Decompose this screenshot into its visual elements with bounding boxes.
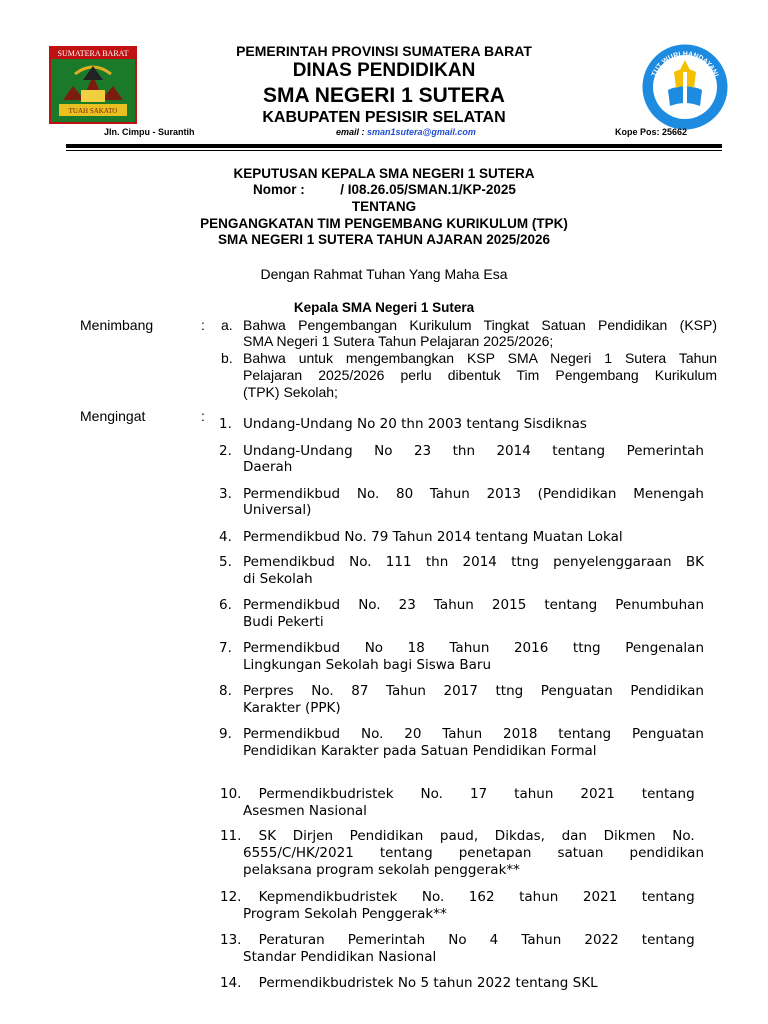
letterhead-line-2: DINAS PENDIDIKAN <box>292 60 476 81</box>
mengingat-item-8-num: 8. <box>219 683 232 699</box>
mengingat-item-8-line-1: Perpres No. 87 Tahun 2017 ttng Penguatan Pendidikan <box>243 683 704 699</box>
letterhead-rule-thin <box>66 150 722 151</box>
mengingat-colon: : <box>201 408 205 424</box>
menimbang-label: Menimbang <box>80 317 154 333</box>
menimbang-b-line-1: Bahwa untuk mengembangkan KSP SMA Negeri 1 Sutera Tahun <box>243 350 717 366</box>
mengingat-item-7-line-2: Lingkungan Sekolah bagi Siswa Baru <box>243 657 491 673</box>
mengingat-item-3-line-1: Permendikbud No. 80 Tahun 2013 (Pendidikan Menengah <box>243 486 704 502</box>
mengingat-item-13-line-1 <box>220 932 704 949</box>
mengingat-item-12-line-2: Program Sekolah Penggerak** <box>243 906 447 922</box>
mengingat-item-2-line-2: Daerah <box>243 459 293 475</box>
mengingat-item-12-text: Kepmendikbudristek No. 162 tahun 2021 tentang <box>258 889 695 905</box>
menimbang-a-line-2: SMA Negeri 1 Sutera Tahun Pelajaran 2025/2026; <box>243 333 554 349</box>
letterhead-school-name: SMA NEGERI 1 SUTERA <box>263 84 505 107</box>
menimbang-b-mark: b. <box>221 350 233 366</box>
mengingat-item-10-num: 10. <box>220 786 242 802</box>
mengingat-item-5-line-1: Pemendikbud No. 111 thn 2014 ttng penyelenggaraan BK <box>243 554 704 570</box>
mengingat-label: Mengingat <box>80 408 146 424</box>
mengingat-item-11-num: 11. <box>220 828 242 844</box>
mengingat-item-11-line-1 <box>220 828 704 845</box>
decree-subject-year: SMA NEGERI 1 SUTERA TAHUN AJARAN 2025/2026 <box>217 232 551 247</box>
school-email <box>336 127 476 137</box>
greeting: Dengan Rahmat Tuhan Yang Maha Esa <box>260 266 508 282</box>
menimbang-colon: : <box>201 317 205 333</box>
mengingat-item-3-num: 3. <box>219 486 232 502</box>
mengingat-item-12-num: 12. <box>220 889 242 905</box>
logo-left-bottom-text: TUAH SAKATO <box>68 107 118 115</box>
menimbang-a-line-1: Bahwa Pengembangan Kurikulum Tingkat Satuan Pendidikan (KSP) <box>243 317 717 333</box>
logo-right-text: TUT WURI HANDAYANI <box>650 50 720 78</box>
menimbang-b-line-2: Pelajaran 2025/2026 perlu dibentuk Tim Pengembang Kurikulum <box>243 367 717 383</box>
mengingat-item-9-line-2: Pendidikan Karakter pada Satuan Pendidikan Formal <box>243 743 597 759</box>
mengingat-item-13-text: Peraturan Pemerintah No 4 Tahun 2022 tentang <box>258 932 695 948</box>
mengingat-item-3-line-2: Universal) <box>243 502 312 518</box>
letterhead-line-1: PEMERINTAH PROVINSI SUMATERA BARAT <box>236 43 532 59</box>
mengingat-item-6-num: 6. <box>219 597 232 613</box>
mengingat-item-7-num: 7. <box>219 640 232 656</box>
mengingat-item-14-line-1 <box>220 975 704 992</box>
mengingat-item-2-num: 2. <box>219 443 232 459</box>
menimbang-a-mark: a. <box>221 317 233 333</box>
mengingat-item-2-line-1: Undang-Undang No 23 thn 2014 tentang Pemerintah <box>243 443 704 459</box>
mengingat-item-9-num: 9. <box>219 726 232 742</box>
mengingat-item-6-line-2: Budi Pekerti <box>243 614 324 630</box>
email-link[interactable]: sman1sutera@gmail.com <box>367 127 476 137</box>
mengingat-item-7-line-1: Permendikbud No 18 Tahun 2016 ttng Pengenalan <box>243 640 704 656</box>
nomor-label: Nomor : <box>253 182 305 197</box>
kepala-heading: Kepala SMA Negeri 1 Sutera <box>293 300 475 315</box>
mengingat-item-4-num: 4. <box>219 529 232 545</box>
mengingat-item-10-line-1 <box>220 786 704 803</box>
email-label: email : <box>336 127 368 137</box>
menimbang-b-line-3: (TPK) Sekolah; <box>243 384 338 400</box>
mengingat-item-11-line-2: 6555/C/HK/2021 tentang penetapan satuan pendidikan <box>243 845 704 861</box>
nomor-value: / I08.26.05/SMAN.1/KP-2025 <box>340 182 516 197</box>
mengingat-item-13-line-2: Standar Pendidikan Nasional <box>243 949 437 965</box>
postcode: Kope Pos: 25662 <box>615 127 688 137</box>
school-address: Jln. Cimpu - Surantih <box>104 127 195 137</box>
mengingat-item-5-num: 5. <box>219 554 232 570</box>
mengingat-item-5-line-2: di Sekolah <box>243 571 313 587</box>
decree-tentang: TENTANG <box>351 199 417 214</box>
letterhead-regency: KABUPATEN PESISIR SELATAN <box>262 109 506 126</box>
mengingat-item-14-text: Permendikbudristek No 5 tahun 2022 tentang SKL <box>258 975 598 991</box>
mengingat-item-1-line-1: Undang-Undang No 20 thn 2003 tentang Sisdiknas <box>243 416 587 432</box>
mengingat-item-10-line-2: Asesmen Nasional <box>243 803 367 819</box>
logo-left-top-text: SUMATERA BARAT <box>57 49 129 58</box>
decree-number <box>253 182 516 198</box>
mengingat-item-10-text: Permendikbudristek No. 17 tahun 2021 tentang <box>258 786 695 802</box>
mengingat-item-11-line-3: pelaksana program sekolah penggerak** <box>243 862 520 878</box>
mengingat-item-1-num: 1. <box>219 416 232 432</box>
mengingat-item-9-line-1: Permendikbud No. 20 Tahun 2018 tentang Penguatan <box>243 726 704 742</box>
mengingat-item-14-num: 14. <box>220 975 242 991</box>
mengingat-item-12-line-1 <box>220 889 704 906</box>
decree-subject: PENGANGKATAN TIM PENGEMBANG KURIKULUM (TPK) <box>200 216 568 231</box>
mengingat-item-13-num: 13. <box>220 932 242 948</box>
mengingat-item-11-text: SK Dirjen Pendidikan paud, Dikdas, dan Dikmen No. <box>258 828 695 844</box>
mengingat-item-4-line-1: Permendikbud No. 79 Tahun 2014 tentang Muatan Lokal <box>243 529 623 545</box>
mengingat-item-6-line-1: Permendikbud No. 23 Tahun 2015 tentang Penumbuhan <box>243 597 704 613</box>
letterhead-rule-thick <box>66 144 722 148</box>
mengingat-item-8-line-2: Karakter (PPK) <box>243 700 341 716</box>
decree-title: KEPUTUSAN KEPALA SMA NEGERI 1 SUTERA <box>233 166 535 181</box>
